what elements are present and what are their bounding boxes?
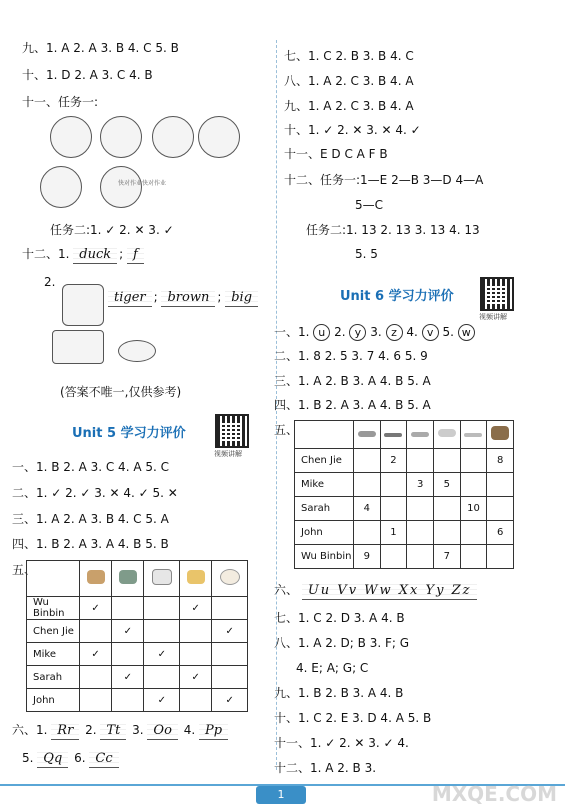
- row-name: Sarah: [27, 666, 80, 689]
- q-number: 6.: [74, 751, 86, 765]
- u6-line-7: 七、1. C 2. D 3. A 4. B: [274, 611, 405, 625]
- watermark: MXQE.COM: [431, 782, 557, 806]
- qr-label: 视频讲解: [479, 313, 507, 321]
- circled-letter: v: [422, 324, 439, 341]
- answer-line-12: 十二、1. duck ; f: [22, 246, 146, 264]
- q1-label: 一、1.: [274, 325, 310, 339]
- circled-letter: u: [313, 324, 330, 341]
- r-line-12a: 十二、任务一:1—E 2—B 3—D 4—A: [284, 173, 484, 187]
- table-row: Wu Binbin 9 7: [295, 545, 514, 569]
- handwriting-letter: Qq: [37, 751, 68, 768]
- ruler-icon: [460, 421, 487, 449]
- q12-label: 十二、1.: [22, 247, 70, 261]
- u6-line-4: 四、1. B 2. A 3. A 4. B 5. A: [274, 398, 431, 412]
- q-number: 3.: [132, 723, 144, 737]
- scene-picture: [52, 330, 104, 364]
- r-line-8: 八、1. A 2. C 3. B 4. A: [284, 74, 414, 88]
- r-line-12d: 5. 5: [355, 247, 378, 261]
- table-corner: [27, 561, 80, 597]
- eraser-icon: [433, 421, 460, 449]
- u6-line-1: [274, 324, 475, 341]
- row-name: John: [295, 521, 354, 545]
- page-number: 1: [256, 786, 306, 804]
- q-number: 5.: [442, 325, 454, 339]
- note-text: (答案不唯一,仅供参考): [60, 385, 182, 399]
- table-row: Sarah 4 10: [295, 497, 514, 521]
- unit6-title: Unit 6 学习力评价: [340, 289, 454, 304]
- handwriting-letter: Rr: [51, 723, 79, 740]
- unit5-title: Unit 5 学习力评价: [72, 426, 186, 441]
- circled-letter: y: [349, 324, 366, 341]
- answer-line-11: 十一、任务一:: [22, 95, 99, 109]
- table-row: Chen Jie 2 8: [295, 449, 514, 473]
- row-name: Wu Binbin: [27, 597, 80, 620]
- u5-line-6b: [22, 750, 121, 768]
- u5-line-6: [12, 722, 230, 740]
- u6-line-5-label: 五、: [274, 423, 299, 437]
- cat-picture: [100, 116, 142, 158]
- u6-line-6: [274, 582, 479, 600]
- circled-letter: z: [386, 324, 403, 341]
- handwriting-letter: Oo: [147, 723, 177, 740]
- table-row: Wu Binbin ✓ ✓: [27, 597, 248, 620]
- table-row: John ✓ ✓: [27, 689, 248, 712]
- u6-line-9: 九、1. B 2. B 3. A 4. B: [274, 686, 404, 700]
- bread-icon: [80, 561, 112, 597]
- u6-line-11: 十一、1. ✓ 2. ✕ 3. ✓ 4.: [274, 736, 409, 750]
- handwriting-letter: Cc: [89, 751, 118, 768]
- stamp-text: 快对作业快对作业: [118, 180, 167, 187]
- dog-picture: [50, 116, 92, 158]
- row-name: Wu Binbin: [295, 545, 354, 569]
- u6-line-10: 十、1. C 2. E 3. D 4. A 5. B: [274, 711, 432, 725]
- answer-line-10: 十、1. D 2. A 3. C 4. B: [22, 68, 153, 82]
- handwriting-tiger: tiger: [108, 290, 152, 307]
- row-name: Chen Jie: [295, 449, 354, 473]
- r-line-9: 九、1. A 2. C 3. B 4. A: [284, 99, 414, 113]
- u5-line-5-label: 五、: [12, 563, 37, 577]
- handwriting-letters: Uu Vv Ww Xx Yy Zz: [302, 583, 478, 600]
- q6-label: 六、: [274, 583, 299, 597]
- q-number: 4.: [183, 723, 196, 737]
- pencil-icon: [354, 421, 381, 449]
- qr-code-icon[interactable]: [480, 277, 514, 311]
- u5-line-3: 三、1. A 2. A 3. B 4. C 5. A: [12, 512, 169, 526]
- fish-icon: [112, 561, 144, 597]
- table-row: Mike ✓ ✓: [27, 643, 248, 666]
- handwriting-brown: brown: [161, 290, 215, 307]
- r-line-12b: 5—C: [355, 198, 384, 212]
- r-line-10: 十、1. ✓ 2. ✕ 3. ✕ 4. ✓: [284, 123, 421, 137]
- row-name: Chen Jie: [27, 620, 80, 643]
- q6-label: 六、1.: [12, 723, 48, 737]
- crayon-icon: [407, 421, 434, 449]
- q-number: 2.: [85, 723, 97, 737]
- u6-line-8b: 4. E; A; G; C: [296, 661, 369, 675]
- table-row: Chen Jie ✓ ✓: [27, 620, 248, 643]
- juice-icon: [180, 561, 212, 597]
- lion-picture: [198, 116, 240, 158]
- elephant-picture: [40, 166, 82, 208]
- handwriting-letter: Pp: [199, 723, 228, 740]
- table-row: Mike 3 5: [295, 473, 514, 497]
- row-name: Mike: [27, 643, 80, 666]
- circled-letter: w: [458, 324, 475, 341]
- table-row: Sarah ✓ ✓: [27, 666, 248, 689]
- row-name: Sarah: [295, 497, 354, 521]
- q-number: 5.: [22, 751, 34, 765]
- row-name: John: [27, 689, 80, 712]
- q-number: 4.: [406, 325, 418, 339]
- hat-picture: [118, 340, 156, 362]
- qr-label: 视频讲解: [214, 450, 242, 458]
- task2-line: 任务二:1. ✓ 2. ✕ 3. ✓: [50, 223, 174, 237]
- q-number: 2.: [334, 325, 346, 339]
- table-corner: [295, 421, 354, 449]
- u6-line-12: 十二、1. A 2. B 3.: [274, 761, 377, 775]
- q12-2-words: tiger ; brown ; big: [108, 289, 260, 307]
- u5-line-4: 四、1. B 2. A 3. A 4. B 5. B: [12, 537, 169, 551]
- r-line-7: 七、1. C 2. B 3. B 4. C: [284, 49, 414, 63]
- handwriting-f: f: [127, 247, 144, 264]
- u6-line-2: 二、1. 8 2. 5 3. 7 4. 6 5. 9: [274, 349, 428, 363]
- row-name: Mike: [295, 473, 354, 497]
- unit6-table: [294, 420, 514, 569]
- u6-line-3: 三、1. A 2. B 3. A 4. B 5. A: [274, 374, 431, 388]
- milk-icon: [144, 561, 180, 597]
- tiger-picture: [62, 284, 104, 326]
- handwriting-big: big: [225, 290, 258, 307]
- handwriting-letter: Tt: [100, 723, 126, 740]
- u6-line-8a: 八、1. A 2. D; B 3. F; G: [274, 636, 410, 650]
- teddy-picture: [152, 116, 194, 158]
- unit5-table: [26, 560, 248, 712]
- q-number: 3.: [370, 325, 382, 339]
- q12-2-label: 2.: [44, 275, 56, 289]
- table-row: John 1 6: [295, 521, 514, 545]
- r-line-11: 十一、E D C A F B: [284, 147, 388, 161]
- egg-icon: [212, 561, 248, 597]
- u5-line-2: 二、1. ✓ 2. ✓ 3. ✕ 4. ✓ 5. ✕: [12, 486, 178, 500]
- answer-line-9: 九、1. A 2. A 3. B 4. C 5. B: [22, 41, 179, 55]
- qr-code-icon[interactable]: [215, 414, 249, 448]
- book-icon: [487, 421, 514, 449]
- r-line-12c: 任务二:1. 13 2. 13 3. 13 4. 13: [306, 223, 480, 237]
- pen-icon: [380, 421, 407, 449]
- handwriting-duck: duck: [73, 247, 117, 264]
- u5-line-1: 一、1. B 2. A 3. C 4. A 5. C: [12, 460, 169, 474]
